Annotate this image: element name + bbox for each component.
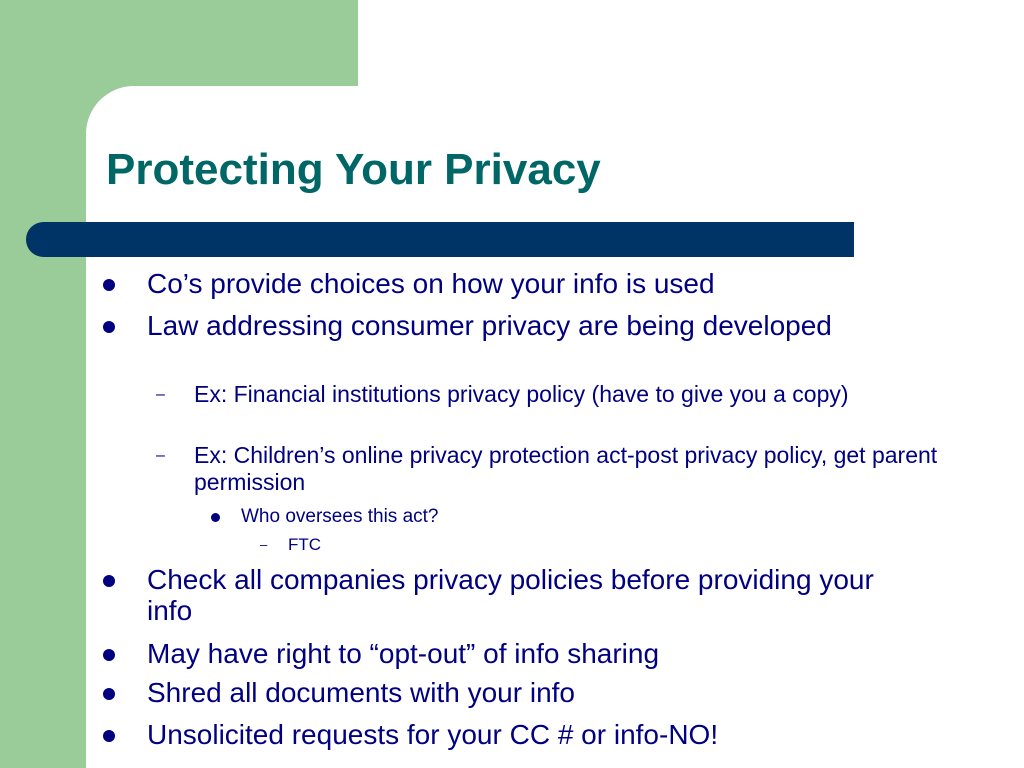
bullet-dot-icon [103,575,115,587]
bullet-item [147,564,907,626]
bullet-item [147,268,907,299]
bullet-item [147,677,907,708]
bullet-dot-icon [103,730,115,742]
sub-sub-bullet-text: Who oversees this act? [241,506,439,527]
bullet-text: Law addressing consumer privacy are being developed [147,310,832,341]
bullet-dot-icon [211,513,220,522]
sub-sub-bullet-item [241,505,841,529]
slide-title: Protecting Your Privacy [106,145,601,194]
bullet-text: Shred all documents with your info [147,677,575,708]
bullet-item [147,310,907,341]
bullet-item [147,719,907,750]
level4-bullet-item [260,534,688,556]
sub-bullet-item [156,442,954,496]
dash-icon: – [156,386,165,403]
bullet-text: Co’s provide choices on how your info is used [147,268,715,299]
bullet-text: Check all companies privacy policies before providing your info [147,564,874,626]
bullet-dot-icon [103,321,115,333]
dash-icon: – [156,447,165,464]
bullet-item [147,638,907,669]
sub-bullet-text: Ex: Financial institutions privacy policy (have to give you a copy) [194,381,849,407]
bullet-dot-icon [103,688,115,700]
sub-bullet-text: Ex: Children’s online privacy protection act-post privacy policy, get parent permission [194,442,938,495]
dash-icon: – [260,537,268,552]
sub-bullet-item [156,381,954,408]
level4-bullet-text: FTC [288,535,322,554]
bullet-text: May have right to “opt-out” of info sharing [147,638,660,669]
bullet-text: Unsolicited requests for your CC # or info-NO! [147,719,719,750]
bullet-dot-icon [103,279,115,291]
bullet-dot-icon [103,649,115,661]
